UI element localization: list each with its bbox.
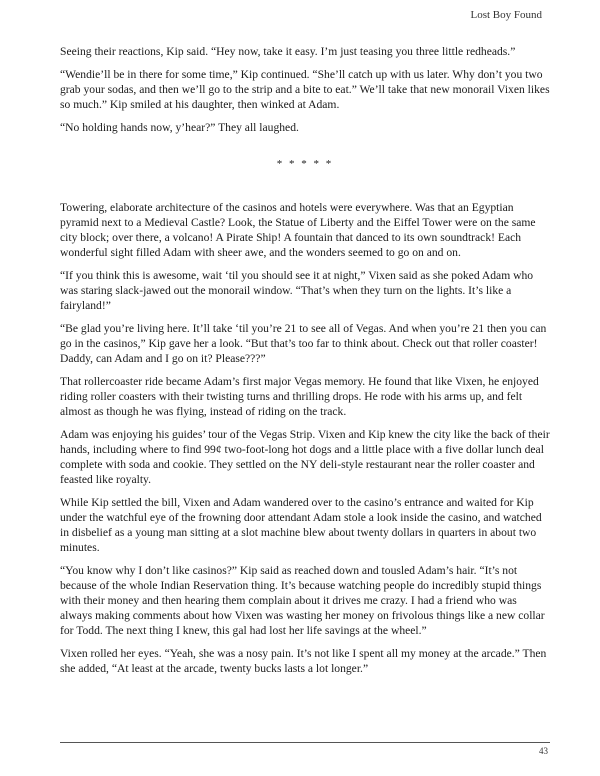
- running-header: Lost Boy Found: [470, 9, 542, 21]
- paragraph: “Wendie’ll be in there for some time,” Kip continued. “She’ll catch up with us later. Why don’t you two grab your sodas, and then we’ll go to the strip and a bite to eat.” We’ll take that new monorail Vixen likes so much.” Kip smiled at his daughter, then winked at Adam.: [60, 68, 550, 111]
- page-number: 43: [539, 746, 548, 756]
- paragraph: While Kip settled the bill, Vixen and Adam wandered over to the casino’s entrance and waited for Kip under the watchful eye of the frowning door attendant Adam stole a look inside the casino, and watched in disbelief as a young man sitting at a slot machine blew about twenty dollars in quarters in about two minutes.: [60, 496, 542, 554]
- footer-rule: [60, 742, 550, 743]
- paragraph: “No holding hands now, y’hear?” They all laughed.: [60, 121, 299, 134]
- paragraph: “If you think this is awesome, wait ‘til you should see it at night,” Vixen said as she poked Adam who was staring slack-jawed out the monorail window. “That’s when they turn on the lights. It’s like a fairyland!”: [60, 269, 534, 312]
- scene-break: * * * * *: [276, 158, 334, 170]
- paragraph: Adam was enjoying his guides’ tour of the Vegas Strip. Vixen and Kip knew the city like the back of their hands, including where to find 99¢ two-foot-long hot dogs and a little place with a five dollar lunch deal complete with soda and cookie. They settled on the NY deli-style restaurant near the roller coaster and feasted like royalty.: [60, 428, 550, 486]
- paragraph: Towering, elaborate architecture of the casinos and hotels were everywhere. Was that an Egyptian pyramid next to a Medieval Castle? Look, the Statue of Liberty and the Eiffel Tower were on the same city block; over there, a volcano! A Pirate Ship! A fountain that danced to its own soundtrack! Each wonderful sight filled Adam with sheer awe, and the wonders seemed to go on and on.: [60, 201, 536, 259]
- paragraph: “You know why I don’t like casinos?” Kip said as reached down and tousled Adam’s hair. “It’s not because of the whole Indian Reservation thing. It’s because watching people do incredibly stupid things with their money and then hearing them complain about it drives me crazy. I had a friend who was always making comments about how Vixen was wasting her money on frivolous things like a new collar for Todd. The next thing I knew, this gal had lost her life savings at the wheel.”: [60, 564, 545, 637]
- body-text: [60, 44, 550, 684]
- paragraph: Vixen rolled her eyes. “Yeah, she was a nosy pain. It’s not like I spent all my money at the arcade.” Then she added, “At least at the arcade, twenty bucks lasts a lot longer.”: [60, 647, 547, 675]
- paragraph: “Be glad you’re living here. It’ll take ‘til you’re 21 to see all of Vegas. And when you’re 21 then you can go in the casinos,” Kip gave her a look. “But that’s too far to think about. Check out that roller coaster! Daddy, can Adam and I go on it? Please???”: [60, 322, 547, 365]
- paragraph: That rollercoaster ride became Adam’s first major Vegas memory. He found that like Vixen, he enjoyed riding roller coasters with their twisting turns and thrilling drops. He rode with his arms up, and felt almost as though he was flying, instead of riding on the track.: [60, 375, 539, 418]
- paragraph: Seeing their reactions, Kip said. “Hey now, take it easy. I’m just teasing you three little redheads.”: [60, 45, 516, 58]
